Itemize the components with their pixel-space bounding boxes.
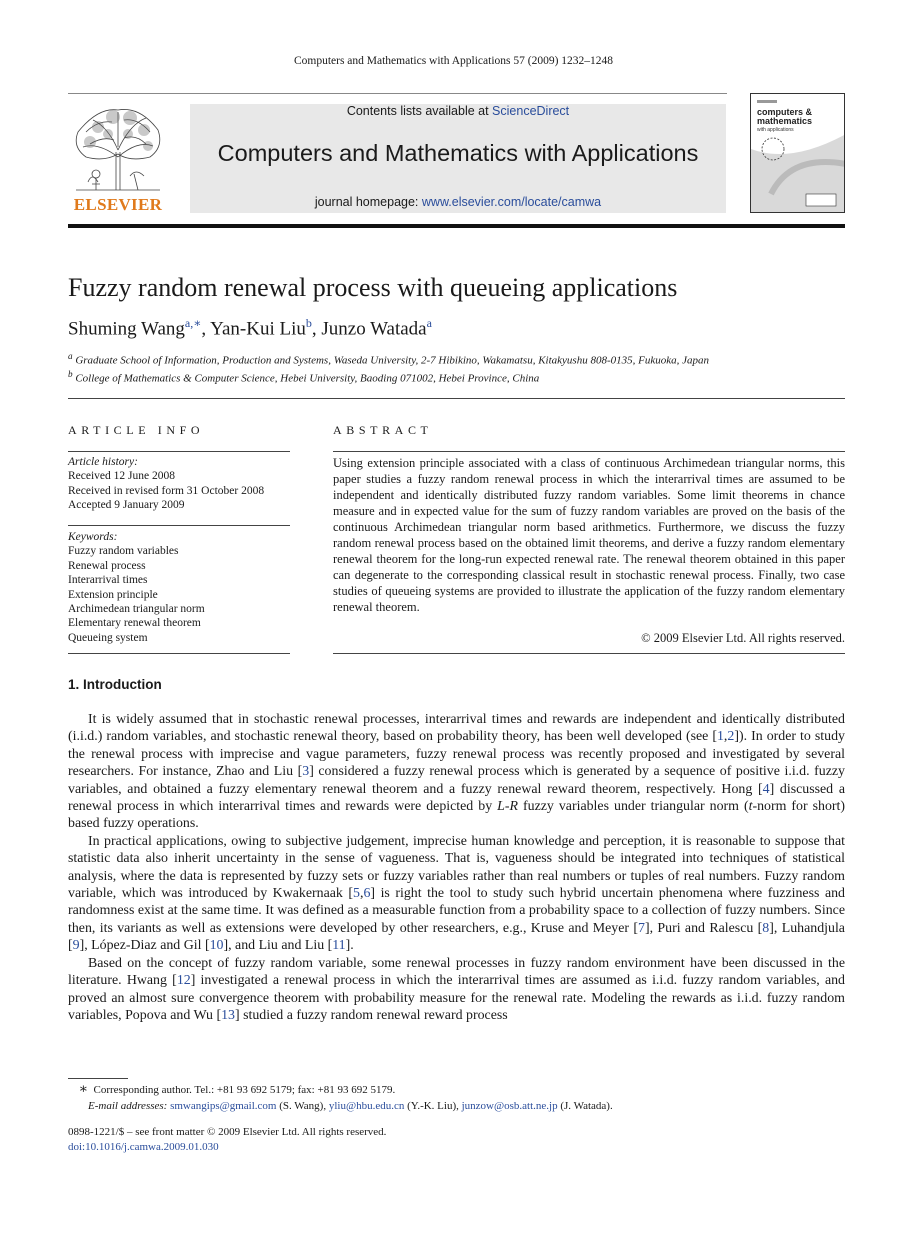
affiliation-mark: b — [68, 369, 73, 379]
keywords-label: Keywords: — [68, 531, 118, 543]
contents-line — [190, 104, 726, 118]
article-info-rule — [68, 451, 290, 452]
author-affiliation-mark[interactable]: a,∗ — [184, 316, 202, 330]
article-info-rule — [68, 525, 290, 526]
paragraph — [68, 955, 845, 1025]
abstract-heading: ABSTRACT — [333, 423, 433, 437]
text-run: ] considered a fuzzy renewal process which is generated by a sequence of positive i.i.d. fuzzy variables, and obtained a fuzzy elementary renewal theorem and a fuzzy renewal reward theorem, respectively. Hong [ — [68, 764, 845, 797]
journal-homepage-link[interactable]: www.elsevier.com/locate/camwa — [421, 195, 602, 209]
doi-link[interactable]: doi:10.1016/j.camwa.2009.01.030 — [68, 1141, 219, 1153]
author-affiliation-mark[interactable]: a — [426, 316, 432, 330]
citation-link[interactable]: 7 — [638, 920, 645, 936]
affiliation-text: College of Mathematics & Computer Science, Hebei University, Baoding 071002, Hebei Province, China — [75, 372, 540, 385]
citation-link[interactable]: 2 — [727, 729, 735, 745]
text-run: ], Puri and Ralescu [ — [644, 920, 763, 936]
email-link[interactable]: smwangips@gmail.com — [170, 1100, 277, 1112]
keyword-item: Elementary renewal theorem — [68, 617, 201, 630]
text-run: ], Luhandjula [ — [68, 920, 845, 954]
email-link[interactable]: yliu@hbu.edu.cn — [328, 1100, 405, 1112]
email-owner: (J. Watada). — [557, 1100, 613, 1112]
cover-subtitle: with applications — [757, 127, 794, 133]
history-label: Article history: — [68, 456, 138, 468]
text-run: ] studied a fuzzy random renewal reward process — [235, 1007, 508, 1023]
text-run: It is widely assumed that in stochastic renewal processes, interarrival times and rewards are independent and identically distributed (i.i.d.) random variables, and stochastic renewal theory, based on probability theory, has been well developed (see [ — [68, 712, 845, 745]
homepage-prefix: journal homepage: — [314, 195, 422, 209]
citation-link[interactable]: 4 — [762, 781, 770, 797]
footnote-rule — [68, 1078, 128, 1079]
email-addresses — [68, 1098, 845, 1114]
affiliation-rule — [68, 398, 845, 399]
text-run: ], and Liu and Liu [ — [223, 938, 333, 954]
citation-link[interactable]: 11 — [332, 938, 346, 954]
text-run-italic: L-R — [497, 799, 518, 815]
citation-link[interactable]: 3 — [302, 764, 310, 780]
footnote — [68, 1082, 845, 1114]
abstract-rule — [333, 451, 845, 452]
email-link[interactable]: junzow@osb.att.ne.jp — [461, 1100, 558, 1112]
affiliation-text: Graduate School of Information, Production and Systems, Waseda University, 2-7 Hibikino, Wakamatsu, Kitakyushu 808-0135, Fukuoka, Japan — [75, 354, 709, 367]
article-info-rule — [68, 653, 290, 654]
text-run: In practical applications, owing to subjective judgement, imprecise human knowledge and perception, it is reasonable to suppose that statistic data also inherit uncertainty in the sense of vagueness. That is, vagueness should be integrated into techniques of statistical analysis, where the data is represented by fuzzy sets or fuzzy variables rather than real numbers or tuples of real numbers. Fuzzy random variable, which was introduced by Kwakernaak [ — [68, 833, 845, 902]
affiliation-b — [68, 369, 539, 385]
author-name: Junzo Watada — [321, 318, 427, 340]
affiliation-mark: a — [68, 351, 73, 361]
section-heading-introduction: 1. Introduction — [68, 677, 162, 692]
citation-link[interactable]: 10 — [209, 938, 224, 954]
text-run: ]. — [345, 938, 354, 954]
history-item: Received 12 June 2008 — [68, 470, 175, 483]
text-run: , — [723, 729, 728, 745]
history-item: Accepted 9 January 2009 — [68, 499, 185, 512]
text-run: Based on the concept of fuzzy random variable, some renewal processes in fuzzy random environment have been discussed in the literature. Hwang [ — [68, 955, 845, 989]
article-history — [68, 455, 290, 513]
affiliation-a — [68, 351, 709, 367]
cover-title-line1: computers & — [757, 107, 813, 117]
front-matter — [68, 1125, 386, 1155]
paragraph — [68, 711, 845, 833]
citation-link[interactable]: 8 — [762, 920, 770, 936]
citation-link[interactable]: 12 — [176, 973, 191, 989]
text-run: , — [359, 886, 364, 902]
text-run: ]). In order to study the renewal process with imprecise and vague parameters, fuzzy renewal process was recently proposed and investigated by several researchers. For instance, Zhao and Liu [ — [68, 729, 845, 780]
masthead-thick-rule — [68, 224, 845, 228]
cover-title — [757, 108, 812, 126]
sciencedirect-link[interactable]: ScienceDirect — [492, 104, 570, 118]
keyword-item: Interarrival times — [68, 574, 148, 587]
body-text — [68, 711, 845, 1024]
author-name: Yan-Kui Liu — [210, 318, 306, 340]
author-name: Shuming Wang — [68, 318, 185, 340]
journal-cover-thumbnail — [750, 93, 845, 213]
history-item: Received in revised form 31 October 2008 — [68, 484, 265, 497]
paragraph — [68, 833, 845, 955]
citation-link[interactable]: 13 — [221, 1007, 235, 1023]
contents-prefix: Contents lists available at — [346, 104, 493, 118]
journal-title: Computers and Mathematics with Applications — [217, 140, 699, 166]
elsevier-wordmark: ELSEVIER — [73, 195, 163, 214]
corresponding-text: Corresponding author. Tel.: +81 93 692 5179; fax: +81 93 692 5179. — [93, 1084, 396, 1096]
abstract-text: Using extension principle associated with a class of continuous Archimedean triangular norms, this paper studies a fuzzy random renewal process in which the interarrival times are assumed to be independent and identically distributed fuzzy random variables. Some limit theorems in chance measure and in expected value for the sum of fuzzy random variables are proved on the basis of the continuous Archimedean triangular norm based arithmetics. Furthermore, we discuss the fuzzy random renewal process based on the obtained limit theorems, and derive a fuzzy random elementary renewal theorem for the long-run expected renewal rate. The renewal theorem obtained in this paper can degenerate to the corresponding classical result in stochastic renewal process. Finally, two case studies of queueing systems are provided to illustrate the application of the fuzzy random elementary renewal theorem. — [333, 456, 845, 614]
text-run: fuzzy variables under triangular norm ( — [518, 799, 749, 815]
keywords — [68, 530, 290, 645]
keyword-item: Fuzzy random variables — [68, 545, 179, 558]
cover-title-line2: mathematics — [757, 116, 813, 126]
keyword-item: Renewal process — [68, 559, 146, 572]
journal-homepage-line — [190, 195, 726, 209]
text-run: ] investigated a renewal process in which the interarrival times are assumed as i.i.d. fuzzy random variables, and proved an almost sure convergence theorem with probability measure for the renewal rate. Modeling the rewards as i.i.d. fuzzy random variables, Popova and Wu [ — [68, 973, 846, 1023]
citation-link[interactable]: 1 — [716, 729, 724, 745]
keyword-item: Extension principle — [68, 588, 158, 601]
text-run: ] is right the tool to study such hybrid uncertain phenomena where fuzziness and randomness exist at the same time. It was defined as a measurable function from a probability space to a collection of fuzzy numbers. Since then, its variants as well as extensions were developed by other researchers, e.g., Kruse and Meyer [ — [68, 886, 845, 936]
issn-line: 0898-1221/$ – see front matter © 2009 Elsevier Ltd. All rights reserved. — [68, 1126, 387, 1138]
citation-link[interactable]: 6 — [363, 886, 371, 902]
keyword-item: Queueing system — [68, 631, 148, 644]
citation-link[interactable]: 5 — [353, 886, 360, 902]
text-run: ], López-Diaz and Gil [ — [79, 938, 210, 954]
text-run: ] discussed a renewal process in which interarrival times and rewards were depicted by — [68, 781, 845, 815]
text-run-italic: t — [748, 799, 753, 815]
text-run: -norm for short) based fuzzy operations. — [68, 799, 845, 832]
corresponding-author-note — [68, 1082, 845, 1098]
email-owner: (S. Wang), — [276, 1100, 329, 1112]
article-title: Fuzzy random renewal process with queueing applications — [68, 273, 678, 302]
email-owner: (Y.-K. Liu), — [404, 1100, 462, 1112]
citation-link[interactable]: 9 — [72, 938, 80, 954]
email-label: E-mail addresses: — [88, 1100, 168, 1112]
author-list: Shuming Wang$^{a,∗}$, Yan-Kui Liu$^b$, Junzo Watada$^a$ — [68, 316, 432, 340]
article-info-heading: ARTICLE INFO — [68, 423, 205, 437]
running-head: Computers and Mathematics with Applications 57 (2009) 1232–1248 — [293, 55, 614, 67]
keyword-item: Archimedean triangular norm — [68, 603, 205, 616]
copyright-line: © 2009 Elsevier Ltd. All rights reserved. — [641, 631, 845, 645]
footnote-mark: ∗ — [78, 1082, 88, 1097]
author-affiliation-mark[interactable]: b — [305, 316, 312, 330]
masthead-top-rule — [68, 93, 727, 94]
abstract-rule — [333, 653, 845, 654]
